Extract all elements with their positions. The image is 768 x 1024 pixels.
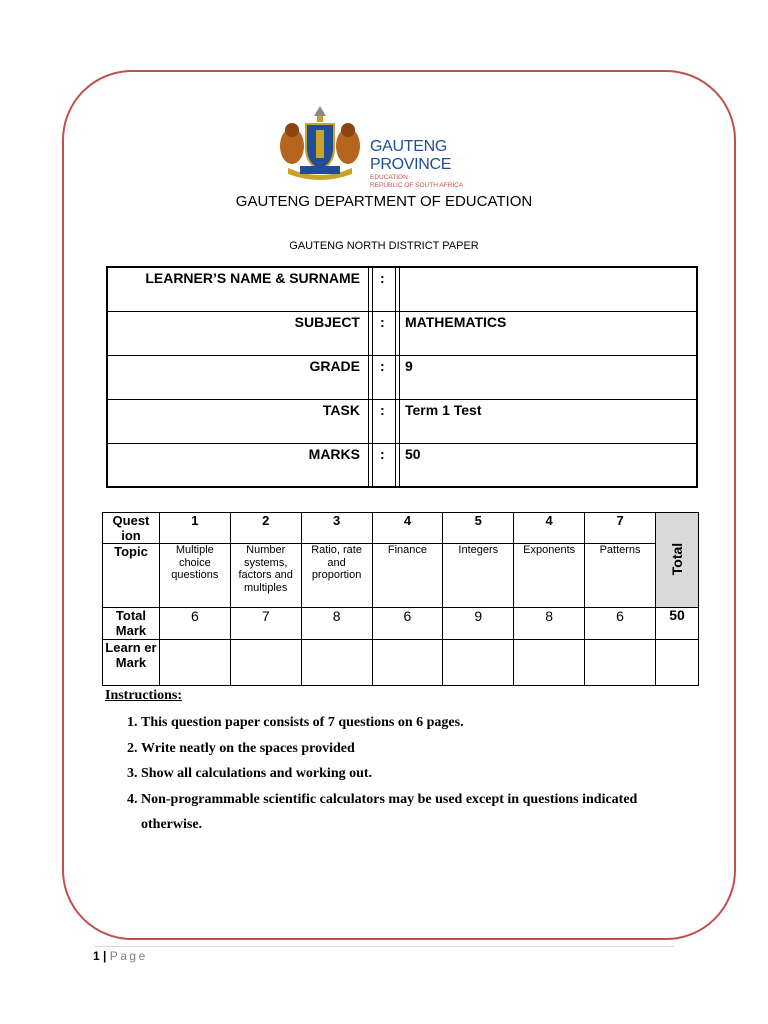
total-mark-cell: 8: [301, 608, 372, 640]
footer-separator: |: [103, 949, 107, 963]
total-mark-row: [103, 608, 699, 640]
total-mark-cell: 6: [585, 608, 656, 640]
info-label: MARKS: [308, 446, 360, 462]
total-mark-cell: 7: [230, 608, 301, 640]
instructions-title: Instructions:: [105, 688, 183, 703]
info-row-marks: [108, 444, 696, 488]
question-number: 1: [159, 513, 230, 544]
info-value: MATHEMATICS: [405, 314, 507, 330]
info-row-name: [108, 268, 696, 312]
district-subtitle: GAUTENG NORTH DISTRICT PAPER: [289, 240, 479, 252]
topic-cell: Patterns: [585, 544, 656, 608]
info-row-grade: [108, 356, 696, 400]
learner-mark-row: [103, 640, 699, 686]
instruction-item: 3. Show all calculations and working out.: [141, 761, 665, 787]
row-label-total: Total Mark: [103, 608, 160, 640]
question-number: 5: [443, 513, 514, 544]
instruction-item: 2. Write neatly on the spaces provided: [141, 736, 665, 762]
topic-cell: Integers: [443, 544, 514, 608]
question-number: 3: [301, 513, 372, 544]
instruction-item: 1. This question paper consists of 7 questions on 6 pages.: [141, 710, 665, 736]
info-label: LEARNER’S NAME & SURNAME: [145, 270, 360, 286]
info-label: SUBJECT: [294, 314, 360, 330]
question-row: [103, 513, 699, 544]
total-header-cell: [655, 513, 698, 608]
learner-mark-cell[interactable]: [372, 640, 443, 686]
info-value: 50: [405, 446, 421, 462]
instructions-list: [105, 710, 665, 838]
learner-mark-cell[interactable]: [514, 640, 585, 686]
learner-mark-cell[interactable]: [159, 640, 230, 686]
page-number: 1: [93, 949, 100, 963]
row-label-question: Quest ion: [103, 513, 160, 544]
question-number: 4: [514, 513, 585, 544]
topic-cell: Number systems, factors and multiples: [230, 544, 301, 608]
info-colon: :: [380, 270, 385, 286]
total-mark-cell: 6: [159, 608, 230, 640]
page-word: Page: [109, 949, 148, 963]
total-header: Total: [668, 542, 685, 576]
info-row-task: [108, 400, 696, 444]
info-row-subject: [108, 312, 696, 356]
total-mark-cell: 8: [514, 608, 585, 640]
info-label: TASK: [322, 402, 360, 418]
logo-line-republic: REPUBLIC OF SOUTH AFRICA: [370, 182, 464, 189]
topic-cell: Ratio, rate and proportion: [301, 544, 372, 608]
footer-divider: [94, 946, 674, 947]
info-value: Term 1 Test: [405, 402, 482, 418]
learner-total-cell[interactable]: [655, 640, 698, 686]
coat-of-arms-icon: [270, 104, 370, 184]
total-mark-cell: 6: [372, 608, 443, 640]
info-colon: :: [380, 314, 385, 330]
marks-table: [102, 512, 699, 686]
total-mark-cell: 9: [443, 608, 514, 640]
info-colon: :: [380, 358, 385, 374]
logo-text: [370, 138, 520, 190]
instructions-section: [105, 688, 665, 838]
topic-cell: Exponents: [514, 544, 585, 608]
learner-mark-cell[interactable]: [443, 640, 514, 686]
topic-cell: Finance: [372, 544, 443, 608]
info-value: 9: [405, 358, 413, 374]
question-number: 4: [372, 513, 443, 544]
instruction-item: 4. Non-programmable scientific calculators may be used except in questions indicated otherwise.: [141, 787, 665, 838]
learner-mark-cell[interactable]: [585, 640, 656, 686]
logo-line-education: EDUCATION: [370, 174, 408, 181]
learner-mark-cell[interactable]: [230, 640, 301, 686]
question-number: 7: [585, 513, 656, 544]
grand-total: 50: [655, 608, 698, 640]
logo-brand: GAUTENG PROVINCE: [370, 138, 452, 173]
question-number: 2: [230, 513, 301, 544]
info-colon: :: [380, 402, 385, 418]
learner-mark-cell[interactable]: [301, 640, 372, 686]
topic-row: [103, 544, 699, 608]
row-label-topic: Topic: [103, 544, 160, 608]
gauteng-logo: [270, 104, 520, 189]
department-title: GAUTENG DEPARTMENT OF EDUCATION: [235, 193, 533, 210]
topic-cell: Multiple choice questions: [159, 544, 230, 608]
info-colon: :: [380, 446, 385, 462]
learner-info-box: [106, 266, 698, 488]
page-footer: [93, 949, 148, 963]
row-label-learner: Learn er Mark: [103, 640, 160, 686]
info-label: GRADE: [309, 358, 360, 374]
